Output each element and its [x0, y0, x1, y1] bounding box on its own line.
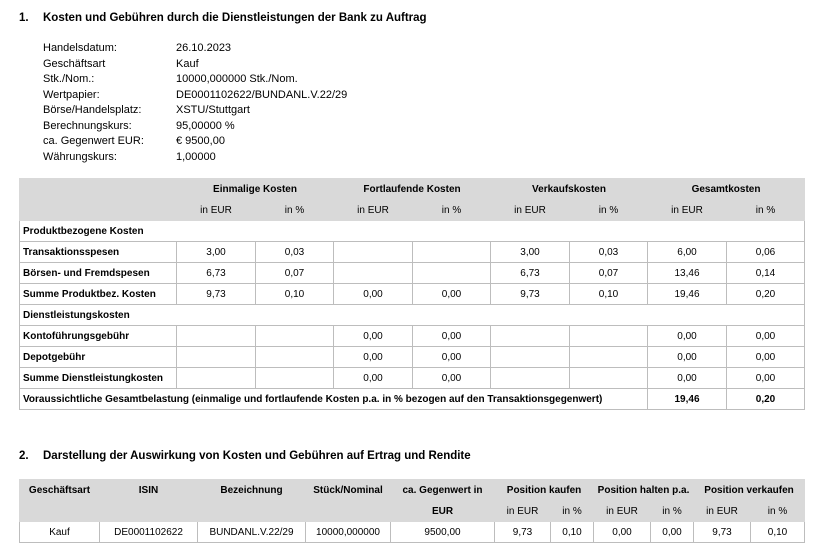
cost-cell: [334, 263, 413, 284]
cost-cell: [570, 347, 648, 368]
header-blank: [306, 501, 391, 522]
cost-cell: 0,00: [334, 347, 413, 368]
impact-cell: Kauf: [20, 522, 100, 543]
cost-group-header: Einmalige Kosten: [177, 179, 334, 200]
info-value: Kauf: [176, 57, 199, 70]
cost-cell: [334, 242, 413, 263]
impact-cell: 9500,00: [391, 522, 495, 543]
cost-row-label: Kontoführungsgebühr: [20, 326, 177, 347]
cost-cell: [177, 368, 256, 389]
info-value: DE0001102622/BUNDANL.V.22/29: [176, 88, 348, 101]
cost-cell: 0,00: [334, 284, 413, 305]
impact-sub-header: in EUR: [495, 501, 551, 522]
cost-cell: [491, 326, 570, 347]
impact-cell: 9,73: [694, 522, 751, 543]
cost-row: [20, 347, 805, 368]
impact-cell: 9,73: [495, 522, 551, 543]
cost-cell: 0,00: [413, 347, 491, 368]
cost-cell: 0,00: [648, 326, 727, 347]
info-label: Berechnungskurs:: [43, 119, 132, 132]
header-blank: [20, 179, 177, 200]
impact-cell: DE0001102622: [100, 522, 198, 543]
header-blank: [198, 501, 306, 522]
info-label: Handelsdatum:: [43, 42, 117, 54]
cost-row-label: Summe Dienstleistungkosten: [20, 368, 177, 389]
cost-cell: [570, 368, 648, 389]
cost-cell: 0,00: [648, 347, 727, 368]
cost-cell: 0,00: [413, 284, 491, 305]
cost-cell: 0,03: [256, 242, 334, 263]
cost-cell: 0,00: [727, 347, 805, 368]
impact-sub-header: in EUR: [594, 501, 651, 522]
cost-sub-header: in %: [413, 200, 491, 221]
cost-sub-header: in %: [570, 200, 648, 221]
info-label: Börse/Handelsplatz:: [43, 104, 142, 116]
impact-row: [20, 522, 805, 543]
info-row: [43, 150, 347, 166]
info-label: Wertpapier:: [43, 88, 100, 101]
impact-sub-header: in EUR: [694, 501, 751, 522]
cost-cell: [491, 368, 570, 389]
cost-row-label: Depotgebühr: [20, 347, 177, 368]
info-label: ca. Gegenwert EUR:: [43, 135, 144, 147]
cost-cell: 3,00: [491, 242, 570, 263]
cost-cell: 0,00: [648, 368, 727, 389]
impact-header: Position halten p.a.: [594, 480, 694, 501]
info-label: Währungskurs:: [43, 150, 117, 163]
impact-cell: 0,00: [651, 522, 694, 543]
cost-section-row: [20, 305, 805, 326]
cost-cell: 0,00: [334, 326, 413, 347]
cost-header-row: [20, 179, 805, 200]
impact-header: Bezeichnung: [198, 480, 306, 501]
cost-cell: 0,00: [727, 326, 805, 347]
cost-cell: 9,73: [491, 284, 570, 305]
cost-cell: [256, 326, 334, 347]
cost-row: [20, 326, 805, 347]
cost-cell: [177, 326, 256, 347]
cost-section-label: Dienstleistungskosten: [20, 305, 805, 326]
impact-cell: 10000,000000: [306, 522, 391, 543]
cost-cell: 3,00: [177, 242, 256, 263]
info-row: [43, 41, 347, 57]
cost-group-header: Gesamtkosten: [648, 179, 805, 200]
cost-cell: 0,03: [570, 242, 648, 263]
section2-title: Darstellung der Auswirkung von Kosten und Gebühren auf Ertrag und Rendite: [43, 450, 471, 462]
info-value: 1,00000: [176, 150, 216, 163]
cost-total-eur: 19,46: [648, 389, 727, 410]
impact-header: Position kaufen: [495, 480, 594, 501]
cost-cell: [177, 347, 256, 368]
impact-sub-header: in %: [651, 501, 694, 522]
header-blank: [20, 200, 177, 221]
impact-header: ISIN: [100, 480, 198, 501]
info-row: [43, 57, 347, 73]
cost-sub-header: in EUR: [334, 200, 413, 221]
cost-cell: 0,00: [727, 368, 805, 389]
info-value: 26.10.2023: [176, 42, 232, 54]
info-row: [43, 119, 347, 135]
info-row: [43, 88, 347, 104]
impact-cell: 0,10: [751, 522, 805, 543]
trade-info: [43, 41, 347, 165]
cost-row-label: Börsen- und Fremdspesen: [20, 263, 177, 284]
cost-cell: 0,00: [334, 368, 413, 389]
info-value: € 9500,00: [176, 135, 225, 147]
info-value: 10000,000000 Stk./Nom.: [176, 73, 298, 85]
section1-heading: [19, 12, 427, 24]
cost-group-header: Verkaufskosten: [491, 179, 648, 200]
cost-cell: 0,10: [256, 284, 334, 305]
info-value: 95,00000 %: [176, 119, 235, 132]
info-row: [43, 103, 347, 119]
section2-number: 2.: [19, 450, 29, 462]
cost-section-label: Produktbezogene Kosten: [20, 221, 805, 242]
cost-cell: 19,46: [648, 284, 727, 305]
cost-sub-header: in EUR: [491, 200, 570, 221]
cost-cell: [570, 326, 648, 347]
info-label: Stk./Nom.:: [43, 73, 95, 85]
header-blank: [20, 501, 100, 522]
cost-cell: 0,07: [570, 263, 648, 284]
cost-cell: 6,73: [491, 263, 570, 284]
impact-cell: BUNDANL.V.22/29: [198, 522, 306, 543]
cost-group-header: Fortlaufende Kosten: [334, 179, 491, 200]
cost-total-label: Voraussichtliche Gesamtbelastung (einmalige und fortlaufende Kosten p.a. in % bezogen auf den Transaktionsgegenwert): [20, 389, 648, 410]
section1-number: 1.: [19, 12, 29, 24]
impact-header: Stück/Nominal: [306, 480, 391, 501]
cost-row-label: Transaktionsspesen: [20, 242, 177, 263]
cost-sub-header: in %: [256, 200, 334, 221]
cost-cell: 0,10: [570, 284, 648, 305]
impact-header-row: [20, 480, 805, 501]
section2-heading: [19, 450, 471, 462]
info-label: Geschäftsart: [43, 57, 106, 70]
impact-table: [19, 479, 805, 543]
cost-total-pct: 0,20: [727, 389, 805, 410]
cost-cell: [413, 263, 491, 284]
cost-cell: 6,00: [648, 242, 727, 263]
cost-total-row: [20, 389, 805, 410]
cost-cell: 0,14: [727, 263, 805, 284]
cost-cell: 0,20: [727, 284, 805, 305]
cost-row: [20, 284, 805, 305]
impact-cell: 0,00: [594, 522, 651, 543]
info-row: [43, 72, 347, 88]
impact-header: ca. Gegenwert in: [391, 480, 495, 501]
cost-cell: 13,46: [648, 263, 727, 284]
cost-cell: [413, 242, 491, 263]
cost-cell: 0,06: [727, 242, 805, 263]
cost-sub-header: in EUR: [648, 200, 727, 221]
cost-sub-header: in EUR: [177, 200, 256, 221]
cost-cell: 0,07: [256, 263, 334, 284]
impact-sub-header: in %: [751, 501, 805, 522]
cost-row-label: Summe Produktbez. Kosten: [20, 284, 177, 305]
impact-subheader-row: [20, 501, 805, 522]
cost-cell: 9,73: [177, 284, 256, 305]
cost-cell: [256, 347, 334, 368]
impact-cell: 0,10: [551, 522, 594, 543]
section1-title: Kosten und Gebühren durch die Dienstleistungen der Bank zu Auftrag: [43, 12, 427, 24]
cost-table: [19, 178, 805, 410]
impact-sub-header: in %: [551, 501, 594, 522]
cost-row: [20, 263, 805, 284]
impact-header: Geschäftsart: [20, 480, 100, 501]
cost-subheader-row: [20, 200, 805, 221]
cost-cell: 6,73: [177, 263, 256, 284]
cost-section-row: [20, 221, 805, 242]
info-row: [43, 134, 347, 150]
cost-row: [20, 242, 805, 263]
cost-row: [20, 368, 805, 389]
impact-header: Position verkaufen: [694, 480, 805, 501]
cost-cell: 0,00: [413, 368, 491, 389]
cost-cell: 0,00: [413, 326, 491, 347]
cost-cell: [256, 368, 334, 389]
header-blank: [100, 501, 198, 522]
cost-sub-header: in %: [727, 200, 805, 221]
impact-sub-header: EUR: [391, 501, 495, 522]
info-value: XSTU/Stuttgart: [176, 104, 250, 116]
cost-cell: [491, 347, 570, 368]
